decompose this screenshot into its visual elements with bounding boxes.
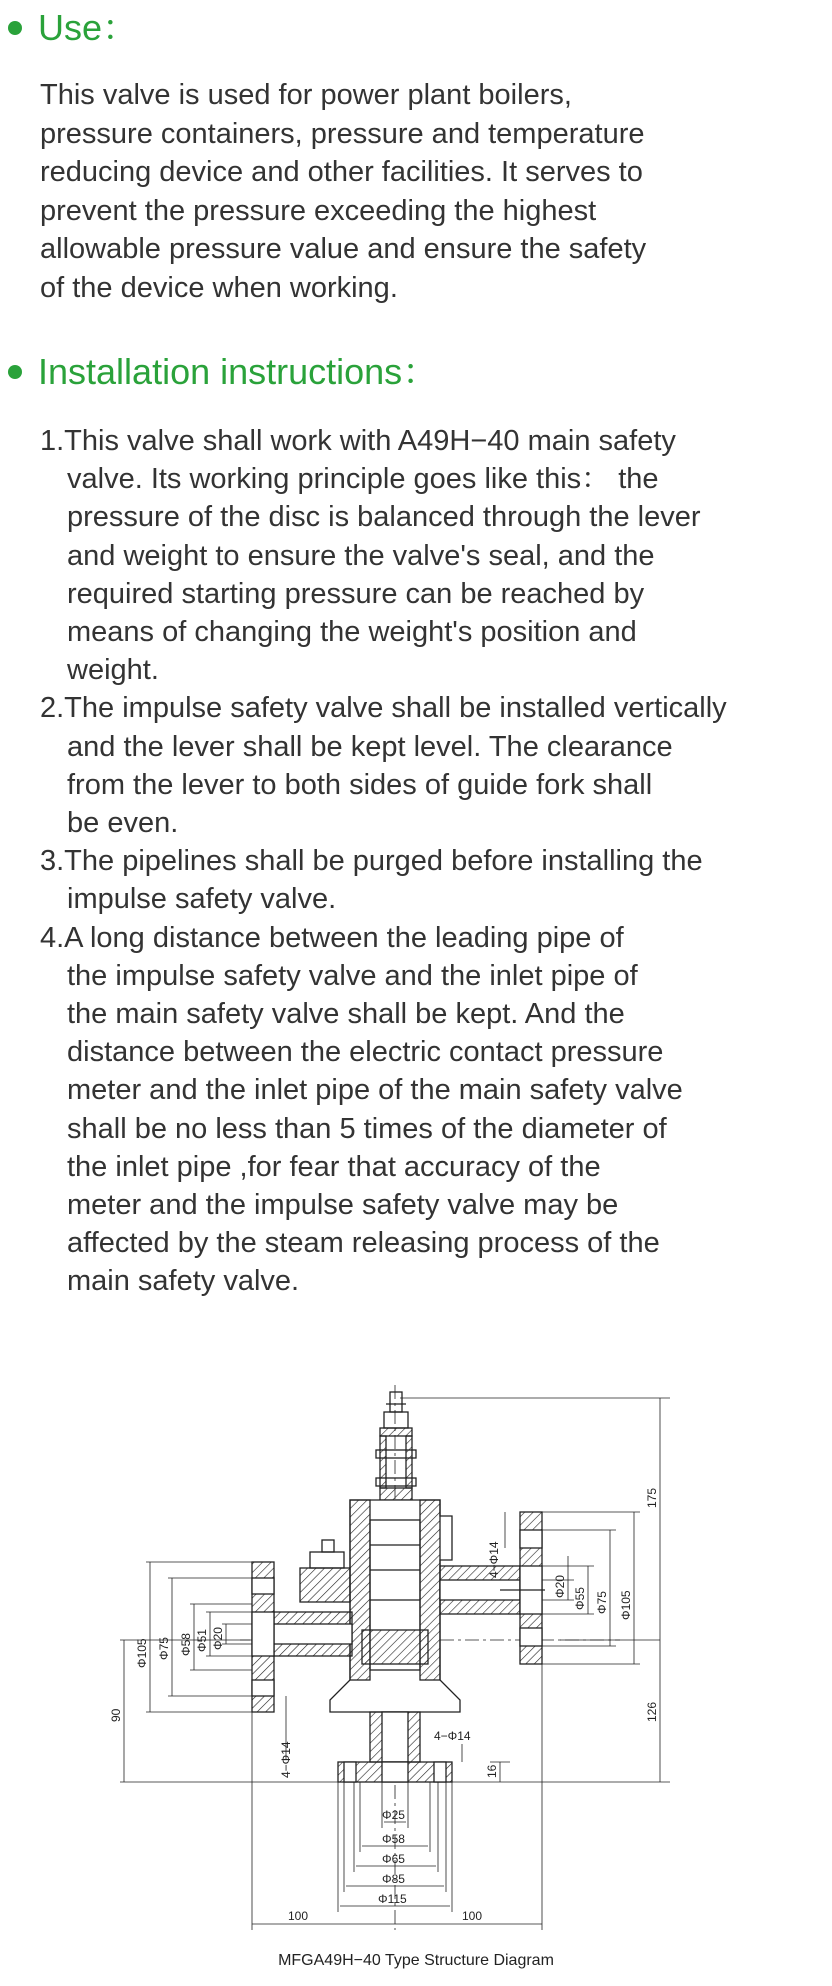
dim-l-phi20: Φ20 (211, 1627, 225, 1650)
list-item-line: pressure of the disc is balanced through the lever (67, 501, 701, 534)
list-item (40, 689, 830, 842)
dim-b-phi115: Φ115 (378, 1892, 407, 1906)
dim-16: 16 (485, 1764, 499, 1778)
use-heading-text: Use： (38, 7, 139, 48)
text-line: This valve is used for power plant boilers, (40, 79, 572, 111)
dim-175: 175 (645, 1487, 659, 1508)
list-item-line: shall be no less than 5 times of the diameter of (67, 1112, 667, 1145)
list-item-line: impulse safety valve. (67, 883, 337, 916)
list-item-line: and weight to ensure the valve's seal, and the (67, 539, 655, 572)
dim-90: 90 (109, 1708, 123, 1722)
dim-b-phi65: Φ65 (382, 1852, 405, 1866)
list-item (40, 842, 830, 918)
dim-l-phi105: Φ105 (135, 1638, 149, 1668)
dim-r-phi75: Φ75 (595, 1591, 609, 1614)
dim-left-4phi14: 4−Φ14 (279, 1741, 293, 1778)
list-item-first-line: 1.This valve shall work with A49H−40 main safety (40, 425, 676, 457)
list-item-line: main safety valve. (67, 1265, 300, 1298)
list-item-line: meter and the impulse safety valve may be (67, 1189, 619, 1222)
use-heading (8, 8, 138, 48)
text-line: prevent the pressure exceeding the highest (40, 194, 597, 227)
bullet-icon (8, 21, 22, 35)
dim-l-phi51: Φ51 (195, 1629, 209, 1652)
dim-100-left: 100 (288, 1909, 309, 1923)
list-item-first-line: 4.A long distance between the leading pipe of (40, 921, 624, 954)
list-item-line: means of changing the weight's position and (67, 616, 637, 649)
dim-b-phi58: Φ58 (382, 1832, 405, 1846)
list-item-line: valve. Its working principle goes like this： the (67, 463, 659, 496)
dim-l-phi58: Φ58 (179, 1633, 193, 1656)
list-item-line: be even. (67, 807, 179, 840)
dim-b-phi85: Φ85 (382, 1872, 405, 1886)
list-item-line: meter and the inlet pipe of the main safety valve (67, 1074, 683, 1107)
list-item-line: the impulse safety valve and the inlet pipe of (67, 959, 638, 992)
list-item-line: affected by the steam releasing process of the (67, 1227, 660, 1260)
list-item-line: weight. (67, 654, 159, 687)
bullet-icon (8, 365, 22, 379)
dim-l-phi75: Φ75 (157, 1637, 171, 1660)
list-item-line: distance between the electric contact pressure (67, 1036, 664, 1069)
list-item-line: the main safety valve shall be kept. And the (67, 998, 625, 1031)
dim-r-phi20: Φ20 (553, 1575, 567, 1598)
dim-mid-4phi14: 4−Φ14 (434, 1729, 471, 1743)
list-item-line: from the lever to both sides of guide fork shall (67, 768, 653, 801)
list-item (40, 422, 830, 689)
list-item-line: and the lever shall be kept level. The clearance (67, 730, 673, 763)
diagram-caption: MFGA49H−40 Type Structure Diagram (278, 1952, 554, 1969)
list-item (40, 919, 830, 1301)
dim-r-phi105: Φ105 (619, 1590, 633, 1620)
dim-100-right: 100 (462, 1909, 483, 1923)
text-line: of the device when working. (40, 271, 398, 304)
text-line: reducing device and other facilities. It serves to (40, 156, 643, 188)
dim-r-phi55: Φ55 (573, 1587, 587, 1610)
list-item-first-line: 3.The pipelines shall be purged before installing the (40, 845, 703, 878)
list-item-first-line: 2.The impulse safety valve shall be installed vertically (40, 692, 727, 725)
dim-126: 126 (645, 1701, 659, 1722)
use-paragraph (40, 76, 820, 307)
installation-heading (8, 352, 438, 392)
structure-diagram (0, 1380, 832, 1986)
list-item-line: required starting pressure can be reached by (67, 577, 645, 610)
installation-list (40, 422, 830, 1301)
list-item-line: the inlet pipe ,for fear that accuracy of the (67, 1150, 601, 1183)
text-line: allowable pressure value and ensure the safety (40, 233, 647, 265)
installation-heading-text: Installation instructions： (38, 351, 439, 392)
dim-b-phi25: Φ25 (382, 1808, 405, 1822)
text-line: pressure containers, pressure and temperature (40, 117, 645, 150)
dim-top-4phi14: 4−Φ14 (487, 1541, 501, 1578)
